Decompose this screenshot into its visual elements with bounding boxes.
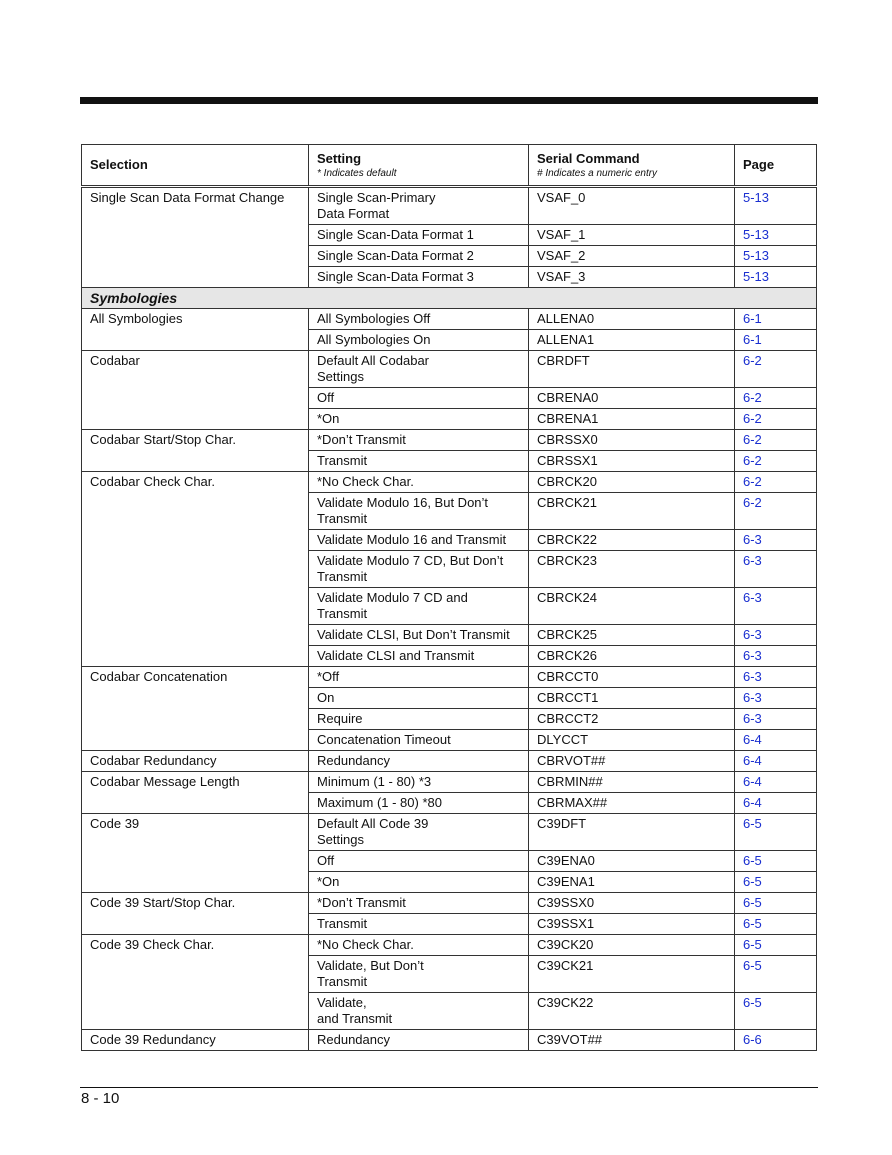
page-link[interactable]: 6-4 <box>735 730 817 751</box>
setting-cell: Redundancy <box>309 1030 529 1051</box>
serial-command-cell: CBRCK21 <box>529 493 735 530</box>
serial-command-cell: CBRCK20 <box>529 472 735 493</box>
setting-cell: Validate, But Don’t Transmit <box>309 956 529 993</box>
page-link[interactable]: 6-2 <box>735 430 817 451</box>
table-row <box>82 772 817 793</box>
setting-cell: Single Scan-Primary Data Format <box>309 187 529 225</box>
serial-command-cell: VSAF_2 <box>529 246 735 267</box>
setting-cell: Redundancy <box>309 751 529 772</box>
setting-cell: Minimum (1 - 80) *3 <box>309 772 529 793</box>
selection-cell: Codabar Check Char. <box>82 472 309 667</box>
header-page: Page <box>735 145 817 187</box>
selection-cell: Code 39 <box>82 814 309 893</box>
serial-command-cell: CBRCK22 <box>529 530 735 551</box>
header-setting: Setting * Indicates default <box>309 145 529 187</box>
page-link[interactable]: 6-3 <box>735 709 817 730</box>
page-link[interactable]: 5-13 <box>735 187 817 225</box>
serial-command-cell: DLYCCT <box>529 730 735 751</box>
header-command-note: # Indicates a numeric entry <box>537 167 658 179</box>
table-row <box>82 935 817 956</box>
page-link[interactable]: 6-2 <box>735 388 817 409</box>
page-link[interactable]: 6-2 <box>735 451 817 472</box>
setting-cell: *No Check Char. <box>309 472 529 493</box>
section-heading: Symbologies <box>82 288 817 309</box>
header-selection: Selection <box>82 145 309 187</box>
selection-cell: Code 39 Redundancy <box>82 1030 309 1051</box>
page-link[interactable]: 6-4 <box>735 772 817 793</box>
page-link[interactable]: 6-5 <box>735 914 817 935</box>
selection-cell: Codabar Redundancy <box>82 751 309 772</box>
table-row <box>82 893 817 914</box>
setting-cell: Validate Modulo 16, But Don’t Transmit <box>309 493 529 530</box>
serial-command-cell: CBRMAX## <box>529 793 735 814</box>
page-link[interactable]: 6-4 <box>735 751 817 772</box>
serial-command-cell: CBRCK23 <box>529 551 735 588</box>
table-body <box>82 187 817 1051</box>
setting-cell: Default All Codabar Settings <box>309 351 529 388</box>
setting-cell: All Symbologies On <box>309 330 529 351</box>
serial-command-cell: C39CK22 <box>529 993 735 1030</box>
table-row <box>82 430 817 451</box>
page-link[interactable]: 6-5 <box>735 993 817 1030</box>
setting-cell: Validate, and Transmit <box>309 993 529 1030</box>
serial-command-cell: C39SSX1 <box>529 914 735 935</box>
setting-cell: Validate CLSI and Transmit <box>309 646 529 667</box>
page-link[interactable]: 6-3 <box>735 551 817 588</box>
serial-command-cell: CBRCK24 <box>529 588 735 625</box>
setting-cell: Validate Modulo 7 CD, But Don’t Transmit <box>309 551 529 588</box>
page-link[interactable]: 6-6 <box>735 1030 817 1051</box>
page-link[interactable]: 6-1 <box>735 330 817 351</box>
page-link[interactable]: 6-5 <box>735 893 817 914</box>
page-link[interactable]: 5-13 <box>735 267 817 288</box>
setting-cell: Single Scan-Data Format 1 <box>309 225 529 246</box>
setting-cell: Transmit <box>309 914 529 935</box>
setting-cell: Concatenation Timeout <box>309 730 529 751</box>
page-link[interactable]: 6-5 <box>735 814 817 851</box>
serial-command-cell: VSAF_0 <box>529 187 735 225</box>
setting-cell: Validate Modulo 7 CD and Transmit <box>309 588 529 625</box>
page-link[interactable]: 6-2 <box>735 409 817 430</box>
header-serial-command: Serial Command # Indicates a numeric entry <box>529 145 735 187</box>
footer-rule <box>80 1087 818 1088</box>
page-link[interactable]: 6-5 <box>735 935 817 956</box>
page-link[interactable]: 6-3 <box>735 688 817 709</box>
serial-command-cell: CBRMIN## <box>529 772 735 793</box>
page-link[interactable]: 6-5 <box>735 872 817 893</box>
setting-cell: Default All Code 39 Settings <box>309 814 529 851</box>
section-row <box>82 288 817 309</box>
page-link[interactable]: 6-5 <box>735 851 817 872</box>
table-header-row <box>82 145 817 187</box>
setting-cell: Off <box>309 851 529 872</box>
setting-cell: Validate Modulo 16 and Transmit <box>309 530 529 551</box>
page-number: 8 - 10 <box>81 1090 120 1107</box>
setting-cell: *On <box>309 409 529 430</box>
selection-cell: Codabar Start/Stop Char. <box>82 430 309 472</box>
table-row <box>82 351 817 388</box>
serial-command-cell: CBRCCT2 <box>529 709 735 730</box>
page-link[interactable]: 6-2 <box>735 493 817 530</box>
top-rule <box>80 97 818 104</box>
setting-cell: *Don’t Transmit <box>309 430 529 451</box>
page-link[interactable]: 6-2 <box>735 351 817 388</box>
page-link[interactable]: 5-13 <box>735 246 817 267</box>
page-link[interactable]: 6-5 <box>735 956 817 993</box>
setting-cell: *Don’t Transmit <box>309 893 529 914</box>
selection-cell: All Symbologies <box>82 309 309 351</box>
setting-cell: Require <box>309 709 529 730</box>
serial-command-table <box>81 144 817 1051</box>
header-setting-note: * Indicates default <box>317 167 397 179</box>
serial-command-cell: C39SSX0 <box>529 893 735 914</box>
serial-command-cell: ALLENA1 <box>529 330 735 351</box>
selection-cell: Code 39 Check Char. <box>82 935 309 1030</box>
setting-cell: *On <box>309 872 529 893</box>
page-link[interactable]: 6-3 <box>735 588 817 625</box>
serial-command-cell: CBRCK26 <box>529 646 735 667</box>
serial-command-cell: C39DFT <box>529 814 735 851</box>
page-link[interactable]: 6-2 <box>735 472 817 493</box>
serial-command-cell: ALLENA0 <box>529 309 735 330</box>
selection-cell: Codabar Concatenation <box>82 667 309 751</box>
table-row <box>82 667 817 688</box>
serial-command-cell: CBRSSX0 <box>529 430 735 451</box>
selection-cell: Codabar Message Length <box>82 772 309 814</box>
serial-command-cell: CBRCCT1 <box>529 688 735 709</box>
selection-cell: Code 39 Start/Stop Char. <box>82 893 309 935</box>
table-row <box>82 472 817 493</box>
table-row <box>82 814 817 851</box>
serial-command-cell: CBRCK25 <box>529 625 735 646</box>
setting-cell: Single Scan-Data Format 2 <box>309 246 529 267</box>
serial-command-cell: C39VOT## <box>529 1030 735 1051</box>
setting-cell: Off <box>309 388 529 409</box>
page-link[interactable]: 6-1 <box>735 309 817 330</box>
setting-cell: *Off <box>309 667 529 688</box>
setting-cell: All Symbologies Off <box>309 309 529 330</box>
serial-command-cell: CBRCCT0 <box>529 667 735 688</box>
page-link[interactable]: 6-3 <box>735 530 817 551</box>
setting-cell: Maximum (1 - 80) *80 <box>309 793 529 814</box>
selection-cell: Codabar <box>82 351 309 430</box>
page-link[interactable]: 6-4 <box>735 793 817 814</box>
table-row <box>82 1030 817 1051</box>
table-row <box>82 187 817 225</box>
page-link[interactable]: 6-3 <box>735 625 817 646</box>
selection-cell: Single Scan Data Format Change <box>82 187 309 288</box>
setting-cell: On <box>309 688 529 709</box>
serial-command-cell: CBRVOT## <box>529 751 735 772</box>
serial-command-cell: C39CK21 <box>529 956 735 993</box>
serial-command-cell: C39CK20 <box>529 935 735 956</box>
page-link[interactable]: 6-3 <box>735 646 817 667</box>
serial-command-cell: CBRDFT <box>529 351 735 388</box>
serial-command-cell: VSAF_1 <box>529 225 735 246</box>
serial-command-cell: VSAF_3 <box>529 267 735 288</box>
page-link[interactable]: 6-3 <box>735 667 817 688</box>
serial-command-cell: C39ENA1 <box>529 872 735 893</box>
setting-cell: Single Scan-Data Format 3 <box>309 267 529 288</box>
table-row <box>82 751 817 772</box>
serial-command-cell: C39ENA0 <box>529 851 735 872</box>
serial-command-cell: CBRENA0 <box>529 388 735 409</box>
setting-cell: *No Check Char. <box>309 935 529 956</box>
setting-cell: Validate CLSI, But Don’t Transmit <box>309 625 529 646</box>
serial-command-cell: CBRENA1 <box>529 409 735 430</box>
setting-cell: Transmit <box>309 451 529 472</box>
page-link[interactable]: 5-13 <box>735 225 817 246</box>
table-row <box>82 309 817 330</box>
serial-command-cell: CBRSSX1 <box>529 451 735 472</box>
